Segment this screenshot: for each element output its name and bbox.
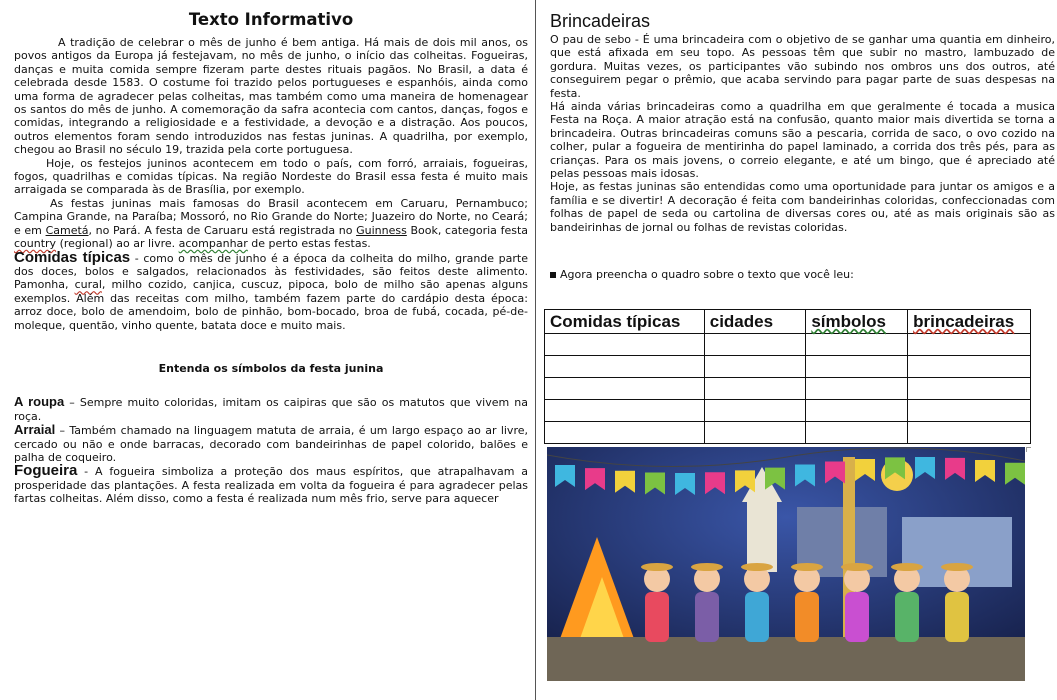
answer-cell[interactable] [806,422,908,444]
answer-cell[interactable] [806,356,908,378]
paragraph-history: A tradição de celebrar o mês de junho é bem antiga. Há mais de dois mil anos, os povos antigos da Europa já festejavam, no mês de junho, o início das colheitas. Fogueiras, danças e muita comida sempre fizeram parte destes rituais pagãos. No Brasil, a data é celebrada desde 1583. O costume foi trazido pelos portugueses e espanhóis, ainda como uma forma de agradecer pelas colheitas, mas também como uma maneira de homenagear os santos do mês de junho. A comemoração da safra acontecia com cantos, danças, fogos e comidas, integrando a religiosidade e a festividade, a devoção e a distração. Aos poucos, outros elementos foram sendo introduzidos nas festas juninas. A quadrilha, por exemplo, chegou ao Brasil no século 19, trazida pela corte portuguesa. [14,36,528,157]
arraial-lead: Arraial [14,422,56,438]
paragraph-decoration: Hoje, as festas juninas são entendidas como uma oportunidade para juntar os amigos e a família e se divertir! A decoração é feita com bandeirinhas coloridas, confeccionadas com folhas de papel de seda ou cartolina de diversas cores ou, até as mais originais são as bandeirinhas de jornal ou folhas de revistas coloridas. [550,180,1055,234]
table-header-row [545,310,1031,334]
cobblestone-ground [547,637,1025,681]
festa-junina-scene [547,447,1025,681]
left-title: Texto Informativo [188,10,354,29]
word-cural: cural [74,278,102,292]
bullet-icon [550,272,556,278]
answer-cell[interactable] [908,334,1031,356]
festa-junina-illustration [547,447,1025,681]
table-row [545,356,1031,378]
kid-figure [791,563,823,642]
answer-cell[interactable] [704,400,806,422]
kid-figure [641,563,673,642]
answer-cell[interactable] [908,356,1031,378]
right-title: Brincadeiras [550,11,651,31]
paragraph-fogueira: Fogueira - A fogueira simboliza a proteção dos maus espíritos, que atrapalhavam a prosperidade das plantações. A festa realizada em volta da fogueira é para agradecer pelas fartas colheitas. Além disso, como a festa é realizada num mês frio, serve para aquecer [14,462,528,506]
right-column [550,8,1055,282]
answer-cell[interactable] [545,356,705,378]
answer-cell[interactable] [806,378,908,400]
kid-figure [741,563,773,642]
roupa-lead: A roupa [14,394,65,410]
paragraph-arraial: Arraial – Também chamado na linguagem matuta de arraia, é um largo espaço ao ar livre, cercado ou não e onde barracas, decorado com bandeirinhas de papel colorido, balões e palha de coqueiro. [14,422,528,464]
answer-cell[interactable] [806,334,908,356]
answer-cell[interactable] [908,400,1031,422]
answer-cell[interactable] [704,334,806,356]
table-row [545,334,1031,356]
answer-cell[interactable] [545,378,705,400]
comidas-lead: Comidas típicas [14,248,131,266]
answer-cell[interactable] [545,334,705,356]
answer-cell[interactable] [545,422,705,444]
fogueira-lead: Fogueira [14,462,78,480]
paragraph-comidas: Comidas típicas - como o mês de junho é a época da colheita do milho, grande parte dos doces, bolos e salgados, relacionados às festividades, são feitos deste alimento. Pamonha, cural, milho cozido, canjica, cuscuz, pipoca, bolo de milho são apenas alguns exemplos. Além das receitas com milho, também fazem parte do cardápio desta época: arroz doce, bolo de amendoim, bolo de pinhão, bom-bocado, broa de fubá, cocada, pé-de-moleque, quentão, vinho quente, batata doce e muito mais. [14,248,528,332]
answer-cell[interactable] [704,378,806,400]
answer-cell[interactable] [908,378,1031,400]
symbols-section-title: Entenda os símbolos da festa junina [158,361,384,375]
header-simbolos: símbolos [806,310,908,334]
left-column [14,8,528,506]
table-row [545,400,1031,422]
word-acompanhar: acompanhar [178,237,248,251]
church-shape [747,502,777,572]
word-country: country [14,237,57,251]
header-cidades: cidades [704,310,806,334]
answer-cell[interactable] [704,356,806,378]
table-row [545,378,1031,400]
paragraph-other-games: Há ainda várias brincadeiras como a quadrilha em que geralmente é tocada a musica Festa na Roça. A maior atração está na confusão, quanto maior mais divertida se torna a brincadeira. Outras brincadeiras comuns são a pescaria, corrida de saco, o ovo cozido na colher, pular a fogueira de mentirinha do papel laminado, a corrida dos três pés, para as crianças. Para os mais jovens, o correio elegante, e até um bingo, que é apreciado até pelas pessoas mais idosas. [550,100,1055,181]
exercise-prompt: Agora preencha o quadro sobre o texto que você leu: [550,268,1055,281]
header-comidas: Comidas típicas [545,310,705,334]
paragraph-famous-parties: As festas juninas mais famosas do Brasil acontecem em Caruaru, Pernambuco; Campina Grande, na Paraíba; Mossoró, no Rio Grande do Norte; Juazeiro do Norte, no Ceará; e em Cametá, no Pará. A festa de Caruaru está registrada no Guinness Book, categoria festa country (regional) ao ar livre. acompanhar de perto estas festas. [14,196,528,251]
paragraph-today: Hoje, os festejos juninos acontecem em todo o país, com forró, arraiais, fogueiras, fogos, quadrilhas e comidas típicas. Na região Nordeste do Brasil essa festa é muito mais arraigada se comparada às de Brasília, por exemplo. [14,156,528,197]
paragraph-roupa: A roupa – Sempre muito coloridas, imitam os caipiras que são os matutos que vivem na roça. [14,394,528,423]
crop-mark [1026,447,1031,452]
column-divider [535,0,536,700]
answer-cell[interactable] [545,400,705,422]
word-cameta: Cametá [45,223,89,237]
kid-figure [891,563,923,642]
kid-figure [691,563,723,642]
exercise-table [544,309,1031,444]
answer-cell[interactable] [908,422,1031,444]
header-brincadeiras: brincadeiras [908,310,1031,334]
answer-cell[interactable] [806,400,908,422]
kid-figure [841,563,873,642]
paragraph-pau-de-sebo: O pau de sebo - É uma brincadeira com o objetivo de se ganhar uma quantia em dinheiro, que está afixada em seu topo. As pessoas têm que subir no mastro, lambuzado de gordura. Muitas vezes, os participantes vão subindo nos ombros uns dos outros, até conseguirem pegar o prêmio, que acaba servindo para pagar parte de suas despesas na festa. [550,33,1055,100]
answer-cell[interactable] [704,422,806,444]
table-row [545,422,1031,444]
word-guinness: Guinness [356,223,407,237]
kid-figure [941,563,973,642]
